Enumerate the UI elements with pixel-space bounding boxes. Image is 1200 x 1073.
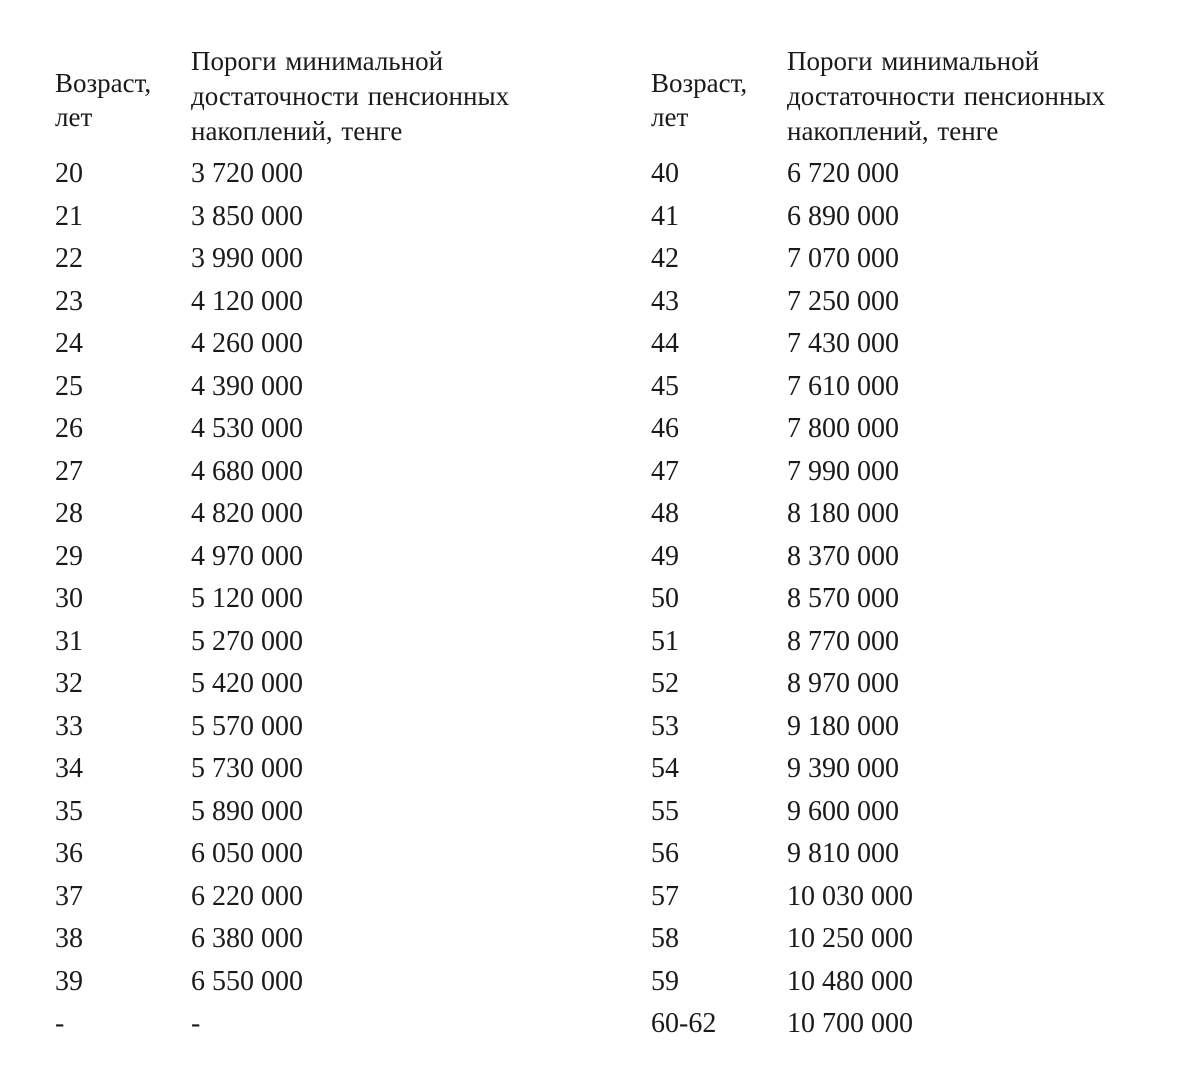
age-cell: 32 <box>55 668 83 699</box>
age-cell: 50 <box>651 583 679 614</box>
table-row <box>55 325 555 368</box>
age-cell: 40 <box>651 158 679 189</box>
table-row <box>651 453 1151 496</box>
threshold-value-cell: 10 700 000 <box>787 1008 913 1039</box>
table-row <box>651 283 1151 326</box>
age-cell: 59 <box>651 965 679 997</box>
age-cell: 39 <box>55 965 83 997</box>
table-row <box>651 708 1151 751</box>
threshold-value-cell: 10 030 000 <box>787 880 913 912</box>
threshold-value-cell: 9 390 000 <box>787 753 899 784</box>
age-cell: 28 <box>55 498 83 529</box>
age-column-header: Возраст, лет <box>651 68 748 132</box>
table-row <box>651 410 1151 453</box>
threshold-value-cell: 8 370 000 <box>787 540 899 572</box>
right-table-rows <box>651 155 1151 1048</box>
table-row <box>55 198 555 241</box>
age-cell: 23 <box>55 285 83 317</box>
age-cell: 53 <box>651 710 679 742</box>
age-cell: 44 <box>651 328 679 359</box>
threshold-value-cell: 6 890 000 <box>787 200 899 232</box>
threshold-value-cell: 7 800 000 <box>787 413 899 444</box>
threshold-value-cell: 10 250 000 <box>787 923 913 954</box>
table-row <box>55 155 555 198</box>
age-cell: 56 <box>651 838 679 869</box>
age-cell: 22 <box>55 243 83 274</box>
table-row <box>651 793 1151 836</box>
age-cell: 20 <box>55 158 83 189</box>
table-row <box>55 495 555 538</box>
table-row <box>55 240 555 283</box>
age-cell: 31 <box>55 625 83 657</box>
table-row <box>651 155 1151 198</box>
threshold-value-cell: 8 770 000 <box>787 625 899 657</box>
threshold-value-cell: 5 730 000 <box>191 753 303 784</box>
age-cell: 54 <box>651 753 679 784</box>
age-cell: 45 <box>651 370 679 402</box>
threshold-value-cell: 4 120 000 <box>191 285 303 317</box>
threshold-value-cell: 4 260 000 <box>191 328 303 359</box>
threshold-value-cell: 6 380 000 <box>191 923 303 954</box>
threshold-column-header: Пороги минимальной достаточности пенсионных накоплений, тенге <box>787 46 1106 146</box>
age-cell: 29 <box>55 540 83 572</box>
threshold-value-cell: 6 550 000 <box>191 965 303 997</box>
age-cell: 26 <box>55 413 83 444</box>
table-row <box>651 920 1151 963</box>
table-row <box>55 368 555 411</box>
threshold-value-cell: 7 250 000 <box>787 285 899 317</box>
table-row <box>55 580 555 623</box>
threshold-value-cell: 5 120 000 <box>191 583 303 614</box>
table-row <box>651 240 1151 283</box>
threshold-value-cell: 5 890 000 <box>191 795 303 827</box>
age-cell: 51 <box>651 625 679 657</box>
table-row <box>651 623 1151 666</box>
threshold-value-cell: 5 420 000 <box>191 668 303 699</box>
age-cell: 35 <box>55 795 83 827</box>
threshold-value-cell: 4 390 000 <box>191 370 303 402</box>
threshold-value-cell: 4 820 000 <box>191 498 303 529</box>
threshold-value-cell: 3 990 000 <box>191 243 303 274</box>
table-row <box>651 963 1151 1006</box>
threshold-value-cell: 6 220 000 <box>191 880 303 912</box>
table-row <box>651 325 1151 368</box>
table-row <box>651 665 1151 708</box>
age-cell: 38 <box>55 923 83 954</box>
threshold-value-cell: 3 720 000 <box>191 158 303 189</box>
threshold-value-cell: 9 180 000 <box>787 710 899 742</box>
threshold-value-cell: 7 430 000 <box>787 328 899 359</box>
table-row <box>55 878 555 921</box>
threshold-value-cell: 3 850 000 <box>191 200 303 232</box>
age-cell: 25 <box>55 370 83 402</box>
threshold-value-cell: - <box>191 1008 201 1039</box>
table-row <box>651 580 1151 623</box>
table-row <box>55 665 555 708</box>
age-cell: 43 <box>651 285 679 317</box>
threshold-value-cell: 7 610 000 <box>787 370 899 402</box>
threshold-value-cell: 5 570 000 <box>191 710 303 742</box>
age-cell: 37 <box>55 880 83 912</box>
age-cell: 58 <box>651 923 679 954</box>
age-cell: 41 <box>651 200 679 232</box>
age-cell: 48 <box>651 498 679 529</box>
table-row <box>651 368 1151 411</box>
age-cell: 49 <box>651 540 679 572</box>
table-row <box>55 283 555 326</box>
threshold-value-cell: 5 270 000 <box>191 625 303 657</box>
threshold-value-cell: 8 970 000 <box>787 668 899 699</box>
table-row <box>651 495 1151 538</box>
threshold-value-cell: 9 810 000 <box>787 838 899 869</box>
table-row <box>55 410 555 453</box>
threshold-value-cell: 9 600 000 <box>787 795 899 827</box>
age-cell: 36 <box>55 838 83 869</box>
threshold-value-cell: 8 180 000 <box>787 498 899 529</box>
age-column-header: Возраст, лет <box>55 68 152 132</box>
age-cell: 21 <box>55 200 83 232</box>
table-row <box>651 1005 1151 1048</box>
age-cell: - <box>55 1008 65 1039</box>
age-cell: 55 <box>651 795 679 827</box>
age-cell: 27 <box>55 455 83 487</box>
table-row <box>651 835 1151 878</box>
left-table-rows <box>55 155 555 1048</box>
age-cell: 30 <box>55 583 83 614</box>
table-row <box>55 538 555 581</box>
threshold-value-cell: 8 570 000 <box>787 583 899 614</box>
age-cell: 47 <box>651 455 679 487</box>
age-cell: 24 <box>55 328 83 359</box>
age-cell: 57 <box>651 880 679 912</box>
age-cell: 33 <box>55 710 83 742</box>
table-row <box>55 793 555 836</box>
threshold-value-cell: 10 480 000 <box>787 965 913 997</box>
age-cell: 42 <box>651 243 679 274</box>
threshold-value-cell: 6 050 000 <box>191 838 303 869</box>
table-row <box>55 708 555 751</box>
table-row <box>55 453 555 496</box>
threshold-value-cell: 7 990 000 <box>787 455 899 487</box>
table-row <box>55 750 555 793</box>
threshold-value-cell: 4 530 000 <box>191 413 303 444</box>
table-row <box>651 198 1151 241</box>
table-row <box>651 538 1151 581</box>
threshold-value-cell: 4 680 000 <box>191 455 303 487</box>
age-cell: 46 <box>651 413 679 444</box>
table-row <box>55 1005 555 1048</box>
age-cell: 60-62 <box>651 1008 717 1039</box>
threshold-column-header: Пороги минимальной достаточности пенсионных накоплений, тенге <box>191 46 510 146</box>
table-row <box>651 878 1151 921</box>
table-row <box>651 750 1151 793</box>
age-cell: 34 <box>55 753 83 784</box>
age-cell: 52 <box>651 668 679 699</box>
threshold-value-cell: 4 970 000 <box>191 540 303 572</box>
threshold-value-cell: 6 720 000 <box>787 158 899 189</box>
table-row <box>55 920 555 963</box>
table-row <box>55 835 555 878</box>
table-row <box>55 623 555 666</box>
threshold-value-cell: 7 070 000 <box>787 243 899 274</box>
table-row <box>55 963 555 1006</box>
